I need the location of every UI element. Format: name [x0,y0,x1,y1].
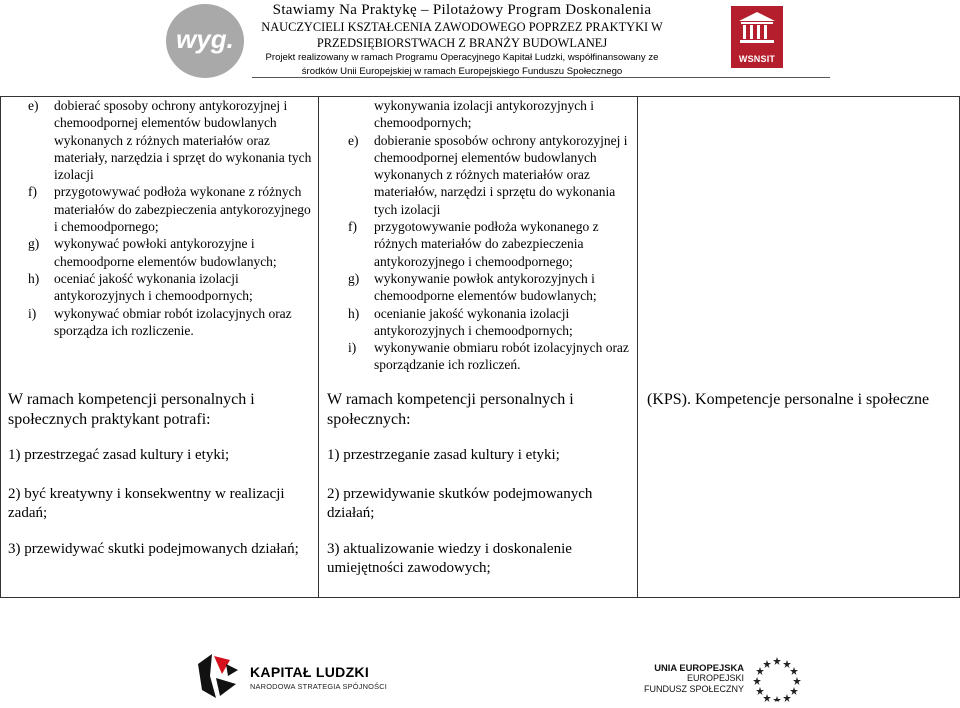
wsnsit-label: WSNSIT [738,54,776,64]
kps-col1-item: 1) przestrzegać zasad kultury i etyki; [8,447,230,463]
list-text: wykonywanie obmiaru robót izolacyjnych oraz sporządzanie ich rozliczeń. [374,340,629,373]
eu-line-1: UNIA EUROPEJSKA [654,662,744,673]
list-text: oceniać jakość wykonania izolacji antykorozyjnych i chemoodpornych; [54,270,253,304]
list-text: dobieranie sposobów ochrony antykorozyjnej i chemoodpornej elementów budowlanych wykonanych z różnych materiałów oraz materiałów, narzędzi i sprzętu do wykonania tych izolacji [374,132,628,217]
list-marker: e) [28,98,39,113]
kps-col2-item: 1) przestrzeganie zasad kultury i etyki; [327,447,560,463]
col1-skill-list [28,97,316,339]
column-divider-1 [318,96,319,598]
list-item [28,270,316,305]
header-line-3: PRZEDSIĘBIORSTWACH Z BRANŻY BUDOWLANEJ [316,36,608,50]
list-marker: e) [348,132,359,148]
list-item [28,305,316,340]
wyg-logo-text: wyg. [176,24,234,54]
kps-col2-item: 2) przewidywanie skutków podejmowanych działań; [327,486,593,521]
list-marker: f) [348,219,357,235]
list-text: dobierać sposoby ochrony antykorozyjnej i chemoodpornej elementów budowlanych wykonanych z różnych materiałów oraz materiały, narzędzia i sprzęt do wykonania tych izolacji [54,98,312,183]
list-marker: h) [28,270,40,286]
list-marker: i) [28,305,37,321]
eu-line-2: EUROPEJSKI [686,673,744,683]
list-text: wykonywanie powłok antykorozyjnych i chemoodporne elementów budowlanych; [374,270,597,304]
kps-heading-col1: W ramach kompetencji personalnych i społecznych praktykant potrafi: [8,391,255,428]
list-marker: f) [28,184,37,200]
list-item [348,270,634,305]
wsnsit-logo-icon [731,6,783,68]
list-marker: h) [348,305,360,321]
header-line-5: środków Unii Europejskiej w ramach Europejskiego Funduszu Społecznego [301,65,623,77]
project-header [252,2,672,78]
list-text: wykonywać obmiar robót izolacyjnych oraz sporządza ich rozliczenie. [54,305,292,338]
kps-col2-item: 3) aktualizowanie wiedzy i doskonalenie umiejętności zawodowych; [327,541,572,576]
column-divider-2 [637,96,638,598]
list-marker: g) [28,236,40,252]
wyg-logo-icon [166,4,244,78]
list-text: przygotowywać podłoża wykonane z różnych materiałów do zabezpieczenia antykorozyjnego i chemoodpornego; [54,184,311,235]
list-marker: i) [348,340,357,356]
kapital-ludzki-logo-icon [196,650,240,702]
list-text: przygotowywanie podłoża wykonanego z różnych materiałów do zabezpieczenia antykorozyjnego i chemoodpornego; [374,219,599,269]
header-line-2: NAUCZYCIELI KSZTAŁCENIA ZAWODOWEGO POPRZEZ PRAKTYKI W [261,20,663,34]
list-text: wykonywania izolacji antykorozyjnych i chemoodpornych; [374,98,595,131]
list-item [348,339,634,374]
header-line-1: Stawiamy Na Praktykę – Pilotażowy Program Doskonalenia [272,2,652,18]
list-text: ocenianie jakość wykonania izolacji antykorozyjnych i chemoodpornych; [374,305,573,338]
list-item [28,183,316,235]
kps-col1-item: 2) być kreatywny i konsekwentny w realizacji zadań; [8,486,285,521]
header-divider [252,77,830,78]
col2-skill-list [348,97,634,374]
header-line-4: Projekt realizowany w ramach Programu Operacyjnego Kapitał Ludzki, współfinansowany ze [265,52,659,63]
list-item [348,132,634,218]
kps-heading-col2: W ramach kompetencji personalnych i społecznych: [327,391,574,428]
list-item [28,235,316,270]
eu-flag-icon [752,652,802,702]
list-item [348,218,634,270]
list-item [348,305,634,340]
eu-line-3: FUNDUSZ SPOŁECZNY [643,684,744,694]
kapital-ludzki-title: KAPITAŁ LUDZKI [250,664,370,680]
kapital-ludzki-subtitle: NARODOWA STRATEGIA SPÓJNOŚCI [250,682,388,691]
list-item [28,97,316,183]
kps-col1-item: 3) przewidywać skutki podejmowanych działań; [8,541,299,557]
list-text: wykonywać powłoki antykorozyjne i chemoodporne elementów budowlanych; [54,236,277,269]
list-continuation [348,97,634,132]
kps-heading-col3: (KPS). Kompetencje personalne i społeczne [647,391,930,408]
list-marker: g) [348,270,360,286]
eu-text-block [640,662,744,695]
